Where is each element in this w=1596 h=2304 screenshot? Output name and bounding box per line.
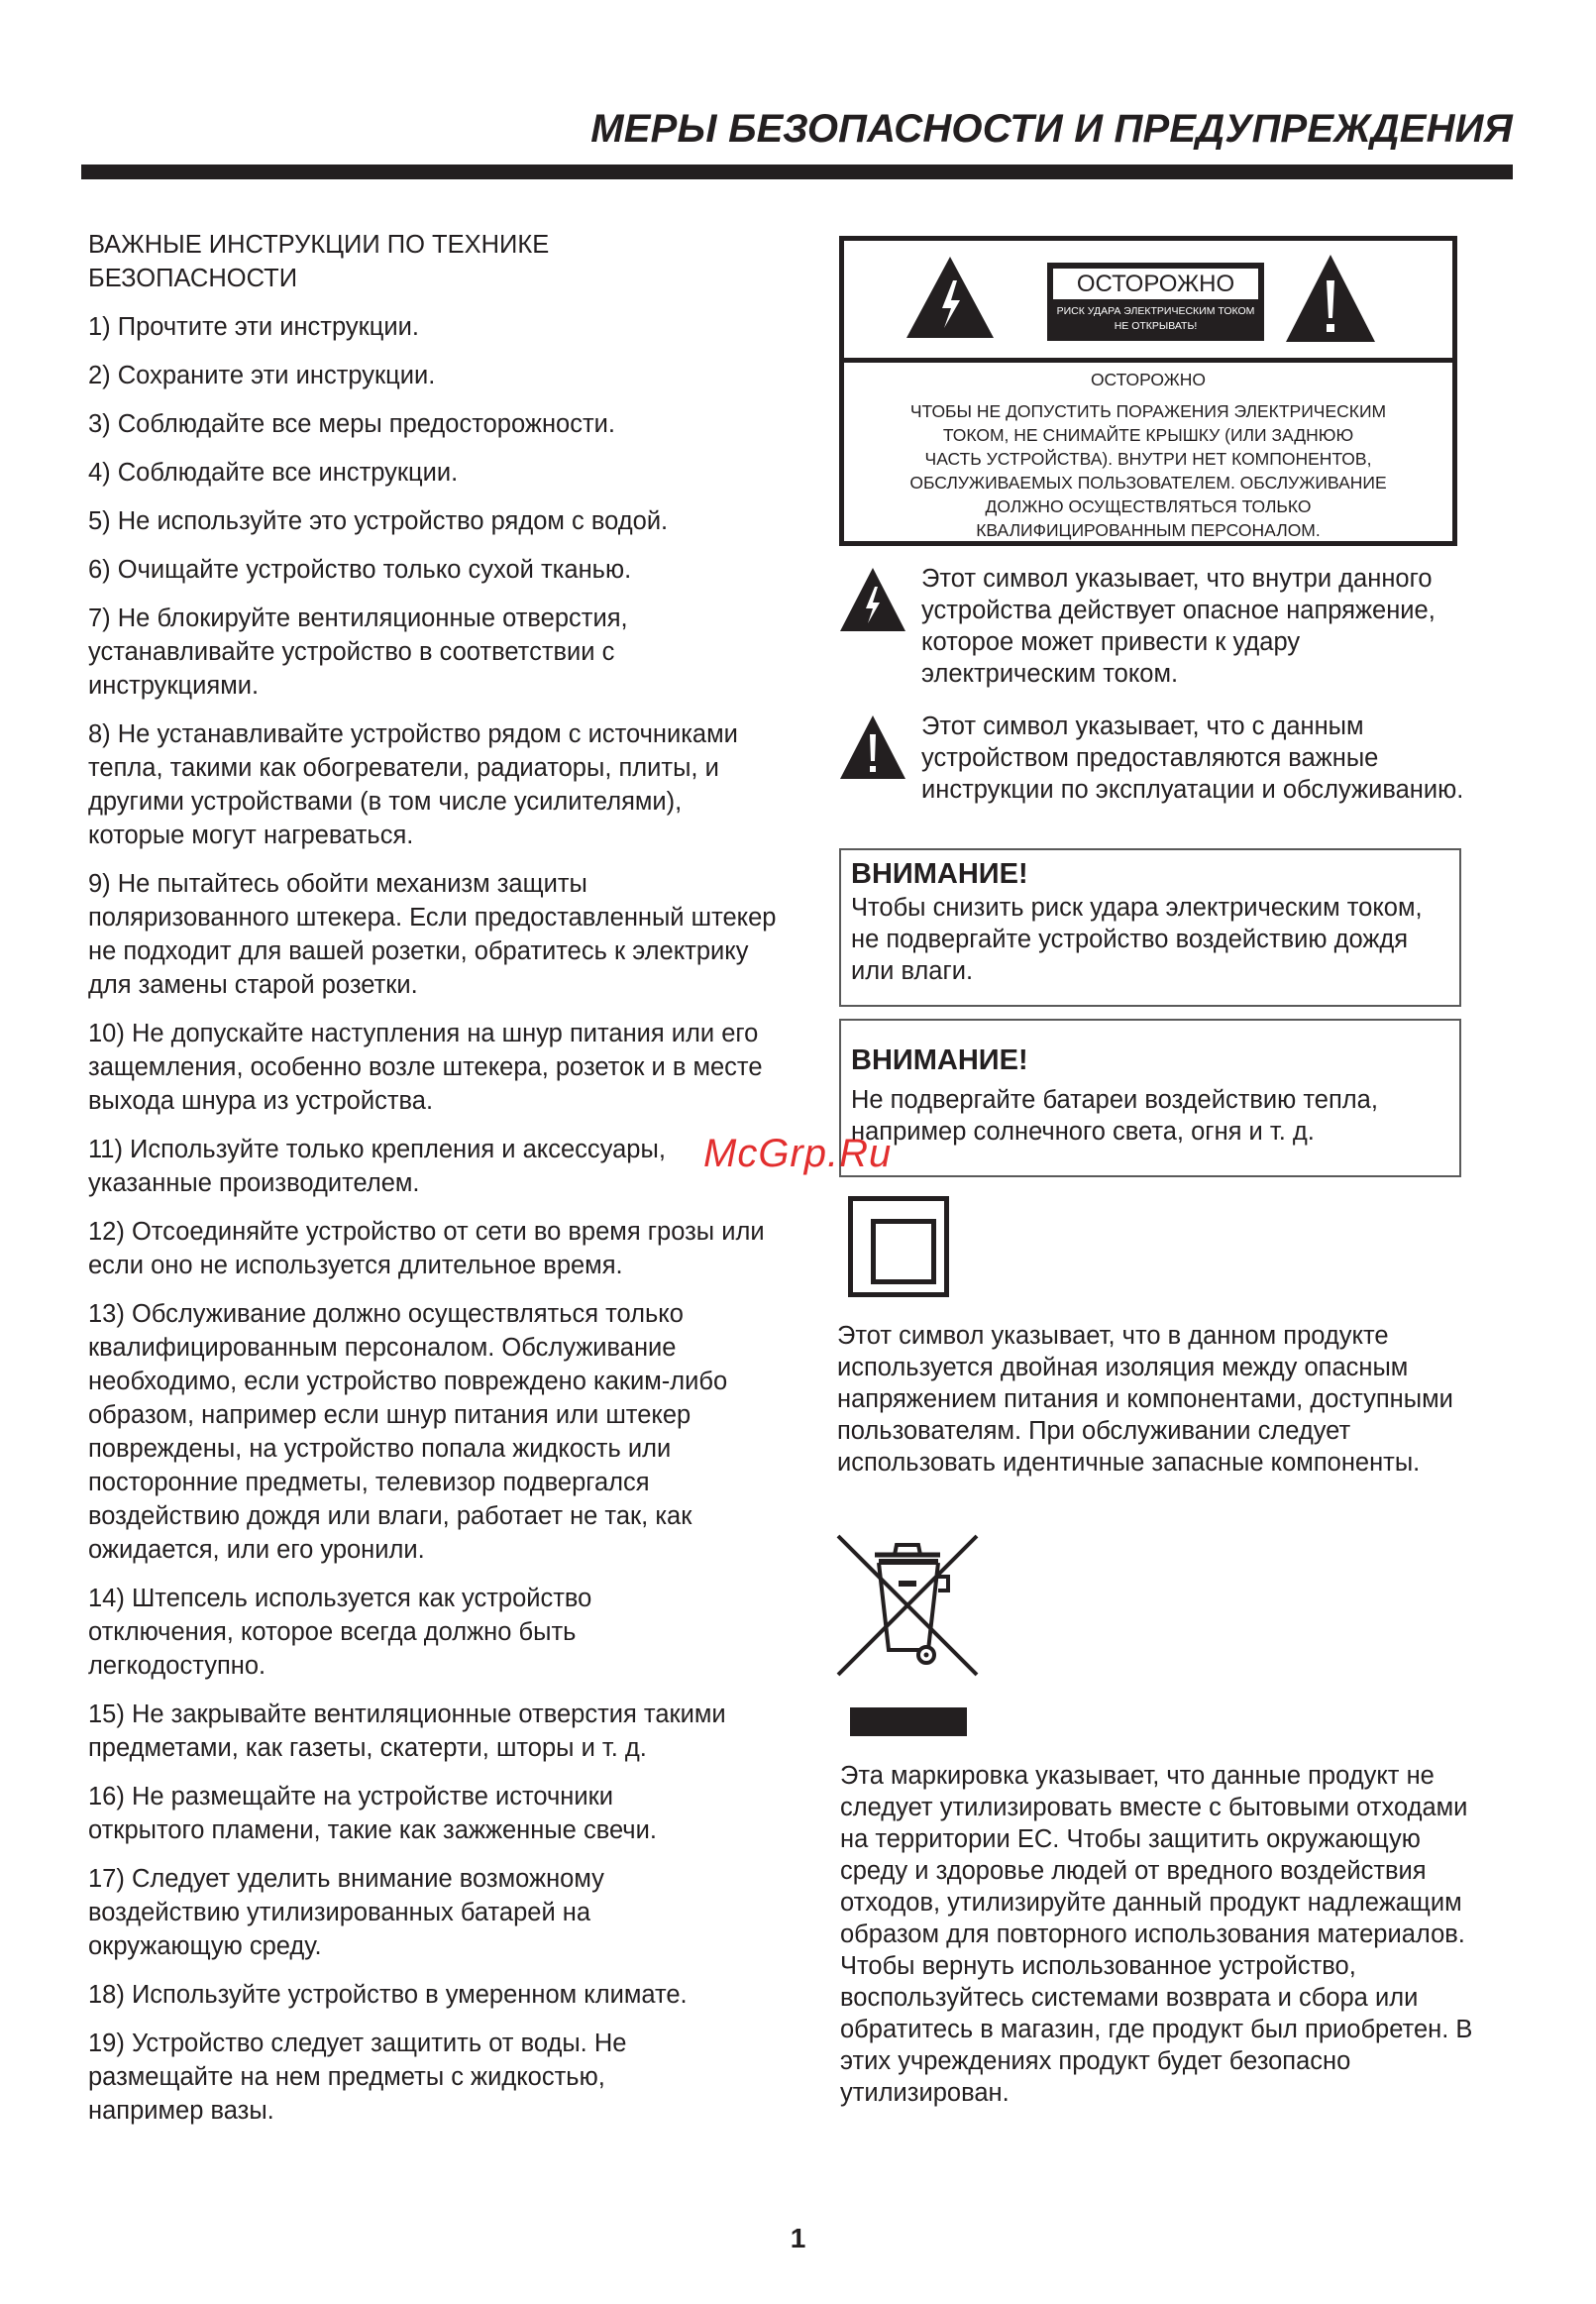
instruction-item: 10) Не допускайте наступления на шнур питания или его защемления, особенно возле штекера, розеток и в месте выхода шнура из устройства.: [88, 1020, 763, 1115]
exclamation-symbol-text: Этот символ указывает, что с данным устройством предоставляются важные инструкции по эксплуатации и обслуживанию.: [921, 713, 1464, 804]
lightning-symbol-text: Этот символ указывает, что внутри данного устройства действует опасное напряжение, которое может привести к удару электрическим током.: [921, 565, 1436, 688]
instruction-item: 3) Соблюдайте все меры предосторожности.: [88, 410, 615, 438]
caution-text-line: ТОКОМ, НЕ СНИМАЙТЕ КРЫШКУ (ИЛИ ЗАДНЮЮ: [942, 425, 1354, 445]
instruction-item: 13) Обслуживание должно осуществляться только квалифицированным персоналом. Обслуживание необходимо, если устройство повреждено каким-либо образом, например если шнур питания или штекер повреждены, на устройство попала жидкость или посторонние предметы, телевизор подвергался воздействию дождя или влаги, работает не так, как ожидается, или его уронили.: [88, 1300, 728, 1564]
warning-title: ВНИМАНИЕ!: [851, 1044, 1028, 1076]
warning-text: Не подвергайте батареи воздействию тепла, например солнечного света, огня и т. д.: [851, 1086, 1378, 1146]
warning-text: Чтобы снизить риск удара электрическим током, не подвергайте устройство воздействию дождя или влаги.: [851, 894, 1423, 985]
instruction-item: 14) Штепсель используется как устройство отключения, которое всегда должно быть легкодоступно.: [88, 1585, 592, 1680]
title-rule: [81, 165, 1513, 179]
weee-text-paragraph: Чтобы вернуть использованное устройство, воспользуйтесь системами возврата и сбора или обратитесь в магазин, где продукт был приобретен. В этих учреждениях продукт будет безопасно утилизирован.: [840, 1952, 1473, 2107]
weee-text: [840, 1760, 1474, 2109]
caution-label-title: ОСТОРОЖНО: [1053, 269, 1258, 299]
warning-box-battery: [839, 1019, 1461, 1177]
double-insulation-text: Этот символ указывает, что в данном продукте используется двойная изоляция между опасным напряжением питания и компонентами, доступными пользователям. При обслуживании следует использовать идентичные запасные компоненты.: [837, 1322, 1453, 1477]
instruction-item: 5) Не используйте это устройство рядом с водой.: [88, 507, 669, 535]
caution-label-sub-line: НЕ ОТКРЫВАТЬ!: [1114, 320, 1198, 332]
exclamation-symbol-explanation: [839, 711, 1473, 806]
caution-text-line: ДОЛЖНО ОСУЩЕСТВЛЯТЬСЯ ТОЛЬКО: [985, 496, 1312, 516]
caution-text-line: ОБСЛУЖИВАЕМЫХ ПОЛЬЗОВАТЕЛЕМ. ОБСЛУЖИВАНИЕ: [909, 473, 1387, 493]
instructions-heading: ВАЖНЫЕ ИНСТРУКЦИИ ПО ТЕХНИКЕ БЕЗОПАСНОСТИ: [88, 231, 550, 292]
double-insulation-icon: [848, 1196, 949, 1297]
instruction-item: 2) Сохраните эти инструкции.: [88, 362, 436, 389]
instruction-item: 19) Устройство следует защитить от воды. Не размещайте на нем предметы с жидкостью, например вазы.: [88, 2030, 627, 2125]
double-insulation-inner-square: [871, 1219, 936, 1284]
warning-box-moisture: [839, 848, 1461, 1007]
instructions-column: [88, 228, 782, 2142]
instruction-item: 18) Используйте устройство в умеренном климате.: [88, 1981, 688, 2009]
instruction-item: 16) Не размещайте на устройстве источники открытого пламени, такие как зажженные свечи.: [88, 1783, 657, 1844]
crossed-out-wheelie-bin-icon: [835, 1533, 980, 1678]
caution-label: [1047, 263, 1264, 341]
instruction-item: 11) Используйте только крепления и аксессуары, указанные производителем.: [88, 1136, 666, 1197]
lightning-warning-icon: [839, 567, 906, 632]
caution-text-line: КВАЛИФИЦИРОВАННЫМ ПЕРСОНАЛОМ.: [976, 520, 1321, 540]
caution-text-line: ЧАСТЬ УСТРОЙСТВА). ВНУТРИ НЕТ КОМПОНЕНТОВ,: [924, 449, 1372, 469]
instruction-item: 1) Прочтите эти инструкции.: [88, 313, 419, 341]
instruction-item: 7) Не блокируйте вентиляционные отверстия, устанавливайте устройство в соответствии с инструкциями.: [88, 604, 628, 700]
exclamation-warning-icon: [839, 714, 906, 780]
page-title: МЕРЫ БЕЗОПАСНОСТИ И ПРЕДУПРЕЖДЕНИЯ: [590, 107, 1513, 151]
instruction-item: 15) Не закрывайте вентиляционные отверстия такими предметами, как газеты, скатерти, шторы и т. д.: [88, 1701, 726, 1762]
caution-label-subtitle: [1047, 304, 1264, 334]
caution-text-line: ЧТОБЫ НЕ ДОПУСТИТЬ ПОРАЖЕНИЯ ЭЛЕКТРИЧЕСКИМ: [909, 401, 1387, 421]
lightning-warning-icon: [904, 255, 996, 340]
exclamation-warning-icon: [1284, 253, 1377, 344]
lightning-symbol-explanation: [839, 563, 1473, 690]
instruction-item: 9) Не пытайтесь обойти механизм защиты поляризованного штекера. Если предоставленный штекер не подходит для вашей розетки, обратитесь к электрику для замены старой розетки.: [88, 870, 777, 999]
caution-text: [844, 368, 1452, 542]
weee-underline-bar: [850, 1707, 967, 1736]
caution-box: [839, 236, 1457, 546]
caution-text-title: ОСТОРОЖНО: [1090, 370, 1207, 389]
weee-text-paragraph: Эта маркировка указывает, что данные продукт не следует утилизировать вместе с бытовыми отходами на территории ЕС. Чтобы защитить окружающую среду и здоровье людей от вредного воздействия отходов, утилизируйте данный продукт надлежащим образом для повторного использования материалов.: [840, 1762, 1468, 1948]
caution-box-header: [844, 241, 1452, 363]
instruction-item: 4) Соблюдайте все инструкции.: [88, 459, 459, 487]
instruction-item: 17) Следует уделить внимание возможному воздействию утилизированных батарей на окружающую среду.: [88, 1865, 604, 1960]
warning-title: ВНИМАНИЕ!: [851, 858, 1028, 890]
caution-label-sub-line: РИСК УДАРА ЭЛЕКТРИЧЕСКИМ ТОКОМ: [1056, 305, 1255, 317]
page-number: 1: [790, 2223, 806, 2253]
instruction-item: 6) Очищайте устройство только сухой тканью.: [88, 556, 632, 584]
instruction-item: 12) Отсоединяйте устройство от сети во время грозы или если оно не используется длительное время.: [88, 1218, 765, 1279]
watermark: McGrp.Ru: [703, 1132, 893, 1175]
instruction-item: 8) Не устанавливайте устройство рядом с источниками тепла, такими как обогреватели, радиаторы, плиты, и другими устройствами (в том числе усилителями), которые могут нагреваться.: [88, 720, 738, 849]
